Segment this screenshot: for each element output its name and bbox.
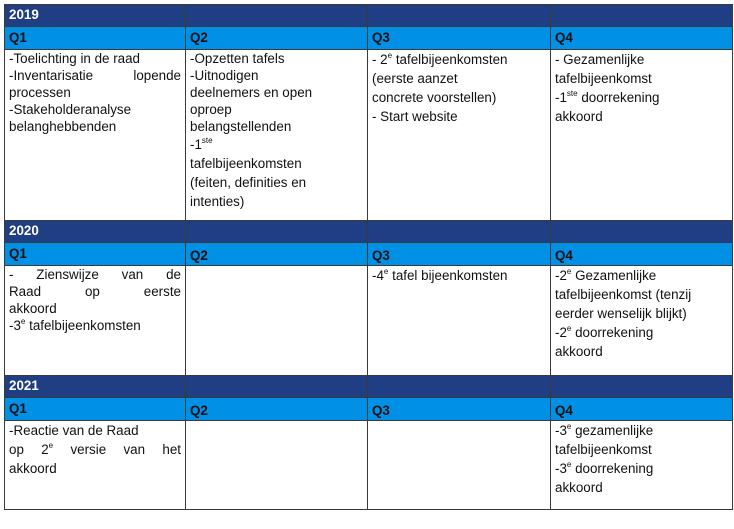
quarter-label: Q4 <box>551 398 733 421</box>
quarter-header-row <box>5 398 733 421</box>
year-row-2020 <box>5 221 733 243</box>
activity-cell-2020-q3: -4e tafel bijeenkomsten <box>368 266 551 376</box>
planning-table <box>4 4 733 510</box>
quarter-label: Q4 <box>551 27 733 50</box>
activities-row <box>5 266 733 376</box>
year-label: 2021 <box>5 376 186 398</box>
quarter-label: Q3 <box>368 398 551 421</box>
activities-row <box>5 50 733 221</box>
activity-cell-2021-q2 <box>186 421 368 510</box>
year-row-2019 <box>5 5 733 27</box>
quarter-label: Q1 <box>5 27 186 50</box>
activity-cell-2019-q4: - Gezamenlijke tafelbijeenkomst -1ste doorrekening akkoord <box>551 50 733 221</box>
activity-cell-2019-q1: -Toelichting in de raad -Inventarisatie lopende processen -Stakeholderanalyse belanghebbenden <box>5 50 186 221</box>
activity-cell-2019-q3: - 2e tafelbijeenkomsten (eerste aanzet concrete voorstellen) - Start website <box>368 50 551 221</box>
quarter-label: Q1 <box>5 243 186 266</box>
quarter-header-row <box>5 27 733 50</box>
quarter-label: Q3 <box>368 243 551 266</box>
activity-cell-2019-q2: -Opzetten tafels -Uitnodigen deelnemers en open oproep belangstellenden -1ste tafelbijeenkomsten (feiten, definities en intenties) <box>186 50 368 221</box>
activity-cell-2021-q1: -Reactie van de Raad op 2e versie van het akkoord <box>5 421 186 510</box>
activity-cell-2020-q2 <box>186 266 368 376</box>
quarter-label: Q2 <box>186 27 368 50</box>
activity-cell-2021-q4: -3e gezamenlijke tafelbijeenkomst -3e doorrekening akkoord <box>551 421 733 510</box>
activity-cell-2021-q3 <box>368 421 551 510</box>
year-label: 2019 <box>5 5 186 27</box>
activity-cell-2020-q1: - Zienswijze van de Raad op eerste akkoord -3e tafelbijeenkomsten <box>5 266 186 376</box>
activity-cell-2020-q4: -2e Gezamenlijke tafelbijeenkomst (tenzij eerder wenselijk blijkt) -2e doorrekening akkoord <box>551 266 733 376</box>
quarter-header-row <box>5 243 733 266</box>
quarter-label: Q2 <box>186 243 368 266</box>
quarter-label: Q3 <box>368 27 551 50</box>
quarter-label: Q1 <box>5 398 186 421</box>
activities-row <box>5 421 733 510</box>
quarter-label: Q2 <box>186 398 368 421</box>
year-label: 2020 <box>5 221 186 243</box>
year-row-2021 <box>5 376 733 398</box>
quarter-label: Q4 <box>551 243 733 266</box>
